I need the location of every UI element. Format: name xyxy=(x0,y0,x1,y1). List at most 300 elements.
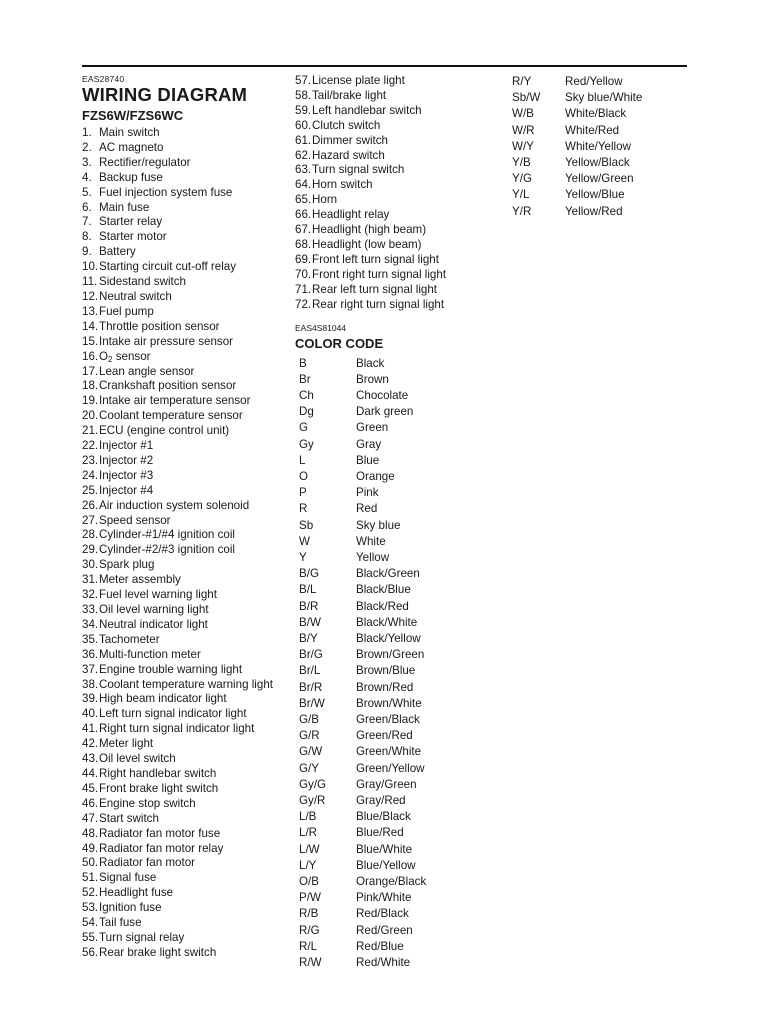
list-item xyxy=(82,201,282,216)
list-item xyxy=(82,230,282,245)
list-item xyxy=(82,156,282,171)
item-label: Headlight fuse xyxy=(99,886,174,900)
color-code-name: Red/Yellow xyxy=(565,75,623,88)
list-item xyxy=(82,365,282,380)
item-number: 17. xyxy=(82,364,99,378)
color-code-abbrev: B/G xyxy=(299,567,319,581)
item-label: Front brake light switch xyxy=(99,781,219,795)
item-number: 22. xyxy=(82,439,99,453)
list-item xyxy=(82,275,282,290)
color-code-abbrev: B/W xyxy=(299,615,321,629)
color-code-abbrev: R/G xyxy=(299,923,320,937)
list-item xyxy=(295,223,495,238)
item-label: Dimmer switch xyxy=(312,133,389,147)
item-number: 48. xyxy=(82,826,99,840)
item-number: 61. xyxy=(295,133,312,147)
item-number: 38. xyxy=(82,677,99,691)
color-code-name: Yellow/Red xyxy=(565,204,623,218)
item-number: 29. xyxy=(82,543,99,557)
item-label: High beam indicator light xyxy=(99,692,227,706)
list-item xyxy=(82,260,282,275)
list-item xyxy=(82,126,282,141)
table-row xyxy=(295,631,426,647)
item-number: 14. xyxy=(82,319,99,333)
item-number: 25. xyxy=(82,483,99,497)
list-item xyxy=(82,678,282,693)
page-title: WIRING DIAGRAM xyxy=(82,84,248,105)
item-number: 67. xyxy=(295,223,312,237)
item-number: 21. xyxy=(82,424,99,438)
table-row xyxy=(295,793,426,809)
list-item xyxy=(82,767,282,782)
item-number: 28. xyxy=(82,528,99,542)
color-code-name: Orange xyxy=(356,469,395,483)
color-code-name: Gray/Red xyxy=(356,793,406,807)
item-label: Fuel pump xyxy=(99,304,154,318)
color-code-abbrev: W/R xyxy=(512,123,535,137)
item-number: 58. xyxy=(295,88,312,102)
item-number: 68. xyxy=(295,237,312,251)
item-label: Right turn signal indicator light xyxy=(99,722,255,736)
list-item xyxy=(82,737,282,752)
item-number: 19. xyxy=(82,394,99,408)
color-code-abbrev: Gy/R xyxy=(299,793,326,807)
item-label: Horn xyxy=(312,193,338,207)
item-label: Fuel level warning light xyxy=(99,588,217,602)
document-code: EAS28740 xyxy=(82,74,125,84)
item-number: 52. xyxy=(82,886,99,900)
item-number: 44. xyxy=(82,766,99,780)
item-number: 41. xyxy=(82,722,99,736)
color-code-abbrev: B/Y xyxy=(299,631,318,645)
item-label: Left handlebar switch xyxy=(312,103,422,117)
list-item xyxy=(82,886,282,901)
item-label: Air induction system solenoid xyxy=(99,498,250,512)
color-code-abbrev: P/W xyxy=(299,891,321,905)
item-number: 32. xyxy=(82,588,99,602)
item-label: Oil level warning light xyxy=(99,603,209,616)
item-label: Radiator fan motor xyxy=(99,856,196,870)
item-label: Engine trouble warning light xyxy=(99,662,243,676)
item-number: 11. xyxy=(82,275,98,289)
list-item xyxy=(82,171,282,186)
table-row xyxy=(295,939,426,955)
item-label-subscript: 2 xyxy=(108,354,113,364)
item-label: Right handlebar switch xyxy=(99,766,217,780)
color-code-name: Dark green xyxy=(356,405,414,419)
item-label: Start switch xyxy=(99,811,159,825)
table-row xyxy=(295,761,426,777)
list-item xyxy=(82,782,282,797)
color-code-abbrev: G/Y xyxy=(299,761,319,775)
color-code-abbrev: Y/B xyxy=(512,156,531,170)
list-item xyxy=(82,514,282,529)
color-code-name: Orange/Black xyxy=(356,875,427,888)
table-row xyxy=(295,615,426,631)
item-label: Left turn signal indicator light xyxy=(99,707,247,721)
color-code-abbrev: R/L xyxy=(299,939,318,953)
list-item xyxy=(82,856,282,871)
list-item xyxy=(82,320,282,335)
color-code-name: Black xyxy=(356,356,385,370)
item-label: Front right turn signal light xyxy=(312,267,447,281)
color-code-abbrev: W xyxy=(299,534,310,548)
list-item xyxy=(82,499,282,514)
color-code-name: Brown/Green xyxy=(356,648,425,662)
item-number: 72. xyxy=(295,297,312,311)
table-row xyxy=(295,696,426,712)
table-row xyxy=(295,728,426,744)
item-label: Rectifier/regulator xyxy=(99,155,191,169)
list-item xyxy=(295,89,495,104)
item-label: Main switch xyxy=(99,126,160,139)
list-item xyxy=(82,439,282,454)
list-item xyxy=(82,603,282,618)
list-item xyxy=(82,648,282,663)
list-item xyxy=(295,74,495,89)
item-label: Meter light xyxy=(99,737,154,751)
color-code-name: Brown/Blue xyxy=(356,664,416,678)
table-row xyxy=(295,663,426,679)
color-code-abbrev: Br xyxy=(299,372,311,386)
list-item xyxy=(295,298,495,313)
item-label: Crankshaft position sensor xyxy=(99,379,237,393)
item-number: 42. xyxy=(82,737,99,751)
table-row xyxy=(295,582,426,598)
item-number: 36. xyxy=(82,647,99,661)
item-number: 31. xyxy=(82,573,99,587)
table-row xyxy=(295,680,426,696)
item-number: 60. xyxy=(295,118,312,132)
list-item xyxy=(82,543,282,558)
table-row xyxy=(295,420,426,436)
header-rule xyxy=(82,65,687,67)
color-code-abbrev: L/R xyxy=(299,826,318,840)
color-code-abbrev: L/B xyxy=(299,810,317,824)
color-code-name: Yellow/Blue xyxy=(565,188,625,202)
item-number: 24. xyxy=(82,468,99,482)
color-code-name: Brown/Red xyxy=(356,680,414,694)
color-code-abbrev: B xyxy=(299,356,307,370)
color-code-name: Green/Red xyxy=(356,729,413,743)
component-list-part-1 xyxy=(82,126,282,961)
item-label: AC magneto xyxy=(99,140,164,154)
color-code-name: Sky blue xyxy=(356,518,401,532)
color-code-abbrev: Gy xyxy=(299,437,314,451)
component-list-part-2 xyxy=(295,74,495,313)
item-number: 55. xyxy=(82,930,99,944)
color-code-abbrev: Dg xyxy=(299,405,314,419)
list-item xyxy=(295,163,495,178)
item-label: Headlight relay xyxy=(312,208,390,222)
item-number: 12. xyxy=(82,289,99,303)
item-number: 30. xyxy=(82,558,99,572)
list-item xyxy=(295,104,495,119)
item-label: Oil level switch xyxy=(99,752,176,766)
list-item xyxy=(82,663,282,678)
item-label: Meter assembly xyxy=(99,573,181,587)
list-item xyxy=(82,528,282,543)
item-number: 64. xyxy=(295,178,312,192)
item-number: 13. xyxy=(82,304,99,318)
item-label: Headlight (low beam) xyxy=(312,237,422,251)
item-number: 26. xyxy=(82,498,99,512)
item-label: Neutral indicator light xyxy=(99,617,208,631)
list-item xyxy=(82,633,282,648)
table-row xyxy=(295,534,426,550)
item-number: 49. xyxy=(82,841,99,855)
color-code-name: Red/Blue xyxy=(356,939,404,953)
list-item xyxy=(82,215,282,230)
item-number: 39. xyxy=(82,692,99,706)
item-label: Turn signal relay xyxy=(99,930,185,944)
color-code-abbrev: Y/L xyxy=(512,188,530,202)
table-row xyxy=(512,139,642,155)
item-label: Cylinder-#1/#4 ignition coil xyxy=(99,528,235,542)
list-item xyxy=(295,253,495,268)
list-item xyxy=(295,208,495,223)
item-label: Radiator fan motor fuse xyxy=(99,826,221,840)
color-code-name: Green/White xyxy=(356,745,422,759)
item-number: 8. xyxy=(82,230,92,244)
table-row xyxy=(295,858,426,874)
color-code-name: Yellow/Green xyxy=(565,172,634,186)
list-item xyxy=(82,454,282,469)
column-right xyxy=(512,74,692,220)
table-row xyxy=(295,809,426,825)
color-code-abbrev: Ch xyxy=(299,388,314,402)
color-code-abbrev: R/Y xyxy=(512,75,532,88)
list-item xyxy=(82,812,282,827)
color-code-name: Brown xyxy=(356,372,389,386)
list-item xyxy=(82,290,282,305)
list-item xyxy=(82,618,282,633)
item-label: Ignition fuse xyxy=(99,901,162,915)
item-number: 63. xyxy=(295,163,312,177)
list-item xyxy=(295,193,495,208)
table-row xyxy=(295,825,426,841)
item-number: 43. xyxy=(82,752,99,766)
item-label: Injector #1 xyxy=(99,439,154,453)
color-code-abbrev: G xyxy=(299,421,309,435)
column-left xyxy=(82,74,282,961)
item-label xyxy=(99,350,282,365)
item-label-text: O xyxy=(99,349,109,363)
item-number: 47. xyxy=(82,811,99,825)
item-label: Multi-function meter xyxy=(99,647,201,661)
color-code-abbrev: G/R xyxy=(299,729,320,743)
color-code-abbrev: Y/R xyxy=(512,204,532,218)
item-number: 10. xyxy=(82,260,99,274)
item-label: Lean angle sensor xyxy=(99,364,195,378)
table-row xyxy=(295,437,426,453)
item-number: 50. xyxy=(82,856,99,870)
table-row xyxy=(512,187,642,203)
item-number: 66. xyxy=(295,208,312,222)
color-code-abbrev: B/R xyxy=(299,599,319,613)
item-number: 1. xyxy=(82,126,92,139)
color-code-name: Red/Black xyxy=(356,907,409,921)
color-code-name: White xyxy=(356,534,386,548)
item-number: 9. xyxy=(82,245,92,259)
color-code-name: Red/Green xyxy=(356,923,413,937)
table-row xyxy=(512,106,642,122)
item-number: 45. xyxy=(82,781,99,795)
color-code-table-part-2 xyxy=(512,74,642,220)
item-number: 23. xyxy=(82,453,99,467)
item-number: 56. xyxy=(82,945,99,959)
color-code-name: Pink/White xyxy=(356,891,412,905)
item-label: Hazard switch xyxy=(312,148,385,162)
item-number: 59. xyxy=(295,103,312,117)
list-item xyxy=(82,335,282,350)
table-row xyxy=(512,90,642,106)
list-item xyxy=(295,134,495,149)
color-code-table-part-1 xyxy=(295,356,426,972)
item-label: Coolant temperature sensor xyxy=(99,409,243,423)
table-row xyxy=(295,890,426,906)
item-number: 70. xyxy=(295,267,312,281)
color-code-abbrev: R/W xyxy=(299,956,322,970)
item-label: Intake air pressure sensor xyxy=(99,334,234,348)
item-label: Horn switch xyxy=(312,178,373,192)
list-item xyxy=(82,141,282,156)
table-row xyxy=(512,171,642,187)
item-label: Rear right turn signal light xyxy=(312,297,445,311)
item-label: Turn signal switch xyxy=(312,163,405,177)
item-number: 40. xyxy=(82,707,99,721)
list-item xyxy=(82,424,282,439)
color-code-name: Green/Black xyxy=(356,712,420,726)
table-row xyxy=(295,777,426,793)
item-number: 3. xyxy=(82,155,92,169)
color-code-name: Chocolate xyxy=(356,388,409,402)
item-label: Neutral switch xyxy=(99,289,172,303)
list-item xyxy=(82,916,282,931)
item-label: Backup fuse xyxy=(99,170,163,184)
item-number: 16. xyxy=(82,349,99,363)
item-label: Tail fuse xyxy=(99,916,142,930)
table-row xyxy=(295,388,426,404)
item-label-suffix: sensor xyxy=(112,349,151,363)
table-row xyxy=(512,204,642,220)
table-row xyxy=(295,955,426,971)
item-label: Tail/brake light xyxy=(312,88,387,102)
color-code-abbrev: B/L xyxy=(299,583,317,597)
list-item xyxy=(295,178,495,193)
list-item xyxy=(82,379,282,394)
item-label: Battery xyxy=(99,245,136,259)
table-row xyxy=(295,923,426,939)
item-label: Clutch switch xyxy=(312,118,381,132)
item-number: 51. xyxy=(82,871,99,885)
table-row xyxy=(295,712,426,728)
item-number: 37. xyxy=(82,662,99,676)
item-label: Injector #4 xyxy=(99,483,154,497)
color-code-abbrev: Sb xyxy=(299,518,314,532)
color-code-name: Green/Yellow xyxy=(356,761,425,775)
color-code-name: Yellow/Black xyxy=(565,156,630,170)
list-item xyxy=(82,692,282,707)
table-row xyxy=(295,453,426,469)
color-code-abbrev: W/B xyxy=(512,107,534,121)
color-code-name: Black/Green xyxy=(356,567,420,581)
table-row xyxy=(295,566,426,582)
color-code-name: Black/White xyxy=(356,615,418,629)
table-row xyxy=(512,74,642,90)
item-label: Starting circuit cut-off relay xyxy=(99,260,237,274)
item-number: 35. xyxy=(82,632,99,646)
color-code-abbrev: Y xyxy=(299,550,307,564)
table-row xyxy=(295,518,426,534)
table-row xyxy=(295,372,426,388)
table-row xyxy=(295,906,426,922)
item-label: Rear brake light switch xyxy=(99,945,217,959)
item-label: Rear left turn signal light xyxy=(312,282,438,296)
table-row xyxy=(295,599,426,615)
color-code-name: Black/Yellow xyxy=(356,631,421,645)
item-label: Fuel injection system fuse xyxy=(99,185,233,199)
list-item xyxy=(82,350,282,365)
model-subtitle: FZS6W/FZS6WC xyxy=(82,108,184,123)
color-code-name: Blue/Yellow xyxy=(356,858,416,872)
color-code-name: Gray/Green xyxy=(356,777,417,791)
item-label: Sidestand switch xyxy=(99,275,186,289)
item-number: 34. xyxy=(82,617,99,631)
item-label: ECU (engine control unit) xyxy=(99,424,230,438)
color-code-abbrev: L/Y xyxy=(299,858,317,872)
table-row xyxy=(512,155,642,171)
color-code-name: Green xyxy=(356,421,389,435)
item-label: Injector #3 xyxy=(99,468,154,482)
item-number: 20. xyxy=(82,409,99,423)
color-code-name: Yellow xyxy=(356,550,390,564)
table-row xyxy=(295,404,426,420)
list-item xyxy=(82,707,282,722)
color-code-name: White/Yellow xyxy=(565,139,631,153)
list-item xyxy=(82,901,282,916)
color-code-name: Gray xyxy=(356,437,382,451)
item-label: Front left turn signal light xyxy=(312,252,439,266)
color-code-abbrev: R xyxy=(299,502,308,516)
color-code-name: White/Red xyxy=(565,123,620,137)
color-code-abbrev: Br/G xyxy=(299,648,323,662)
table-row xyxy=(295,874,426,890)
list-item xyxy=(295,283,495,298)
item-label: Starter relay xyxy=(99,215,163,229)
list-item xyxy=(82,305,282,320)
table-row xyxy=(295,485,426,501)
list-item xyxy=(82,484,282,499)
table-row xyxy=(295,744,426,760)
list-item xyxy=(82,409,282,424)
list-item xyxy=(82,245,282,260)
item-label: Intake air temperature sensor xyxy=(99,394,251,408)
item-label: Tachometer xyxy=(99,632,160,646)
table-row xyxy=(295,842,426,858)
color-code-name: Blue/Red xyxy=(356,826,404,840)
color-code-abbrev: Y/G xyxy=(512,172,532,186)
table-row xyxy=(512,123,642,139)
color-code-abbrev: G/W xyxy=(299,745,323,759)
list-item xyxy=(82,931,282,946)
item-number: 5. xyxy=(82,185,92,199)
color-code-name: Black/Red xyxy=(356,599,409,613)
item-label: Coolant temperature warning light xyxy=(99,677,274,691)
item-label: Starter motor xyxy=(99,230,167,244)
item-label: Main fuse xyxy=(99,200,150,214)
list-item xyxy=(82,871,282,886)
